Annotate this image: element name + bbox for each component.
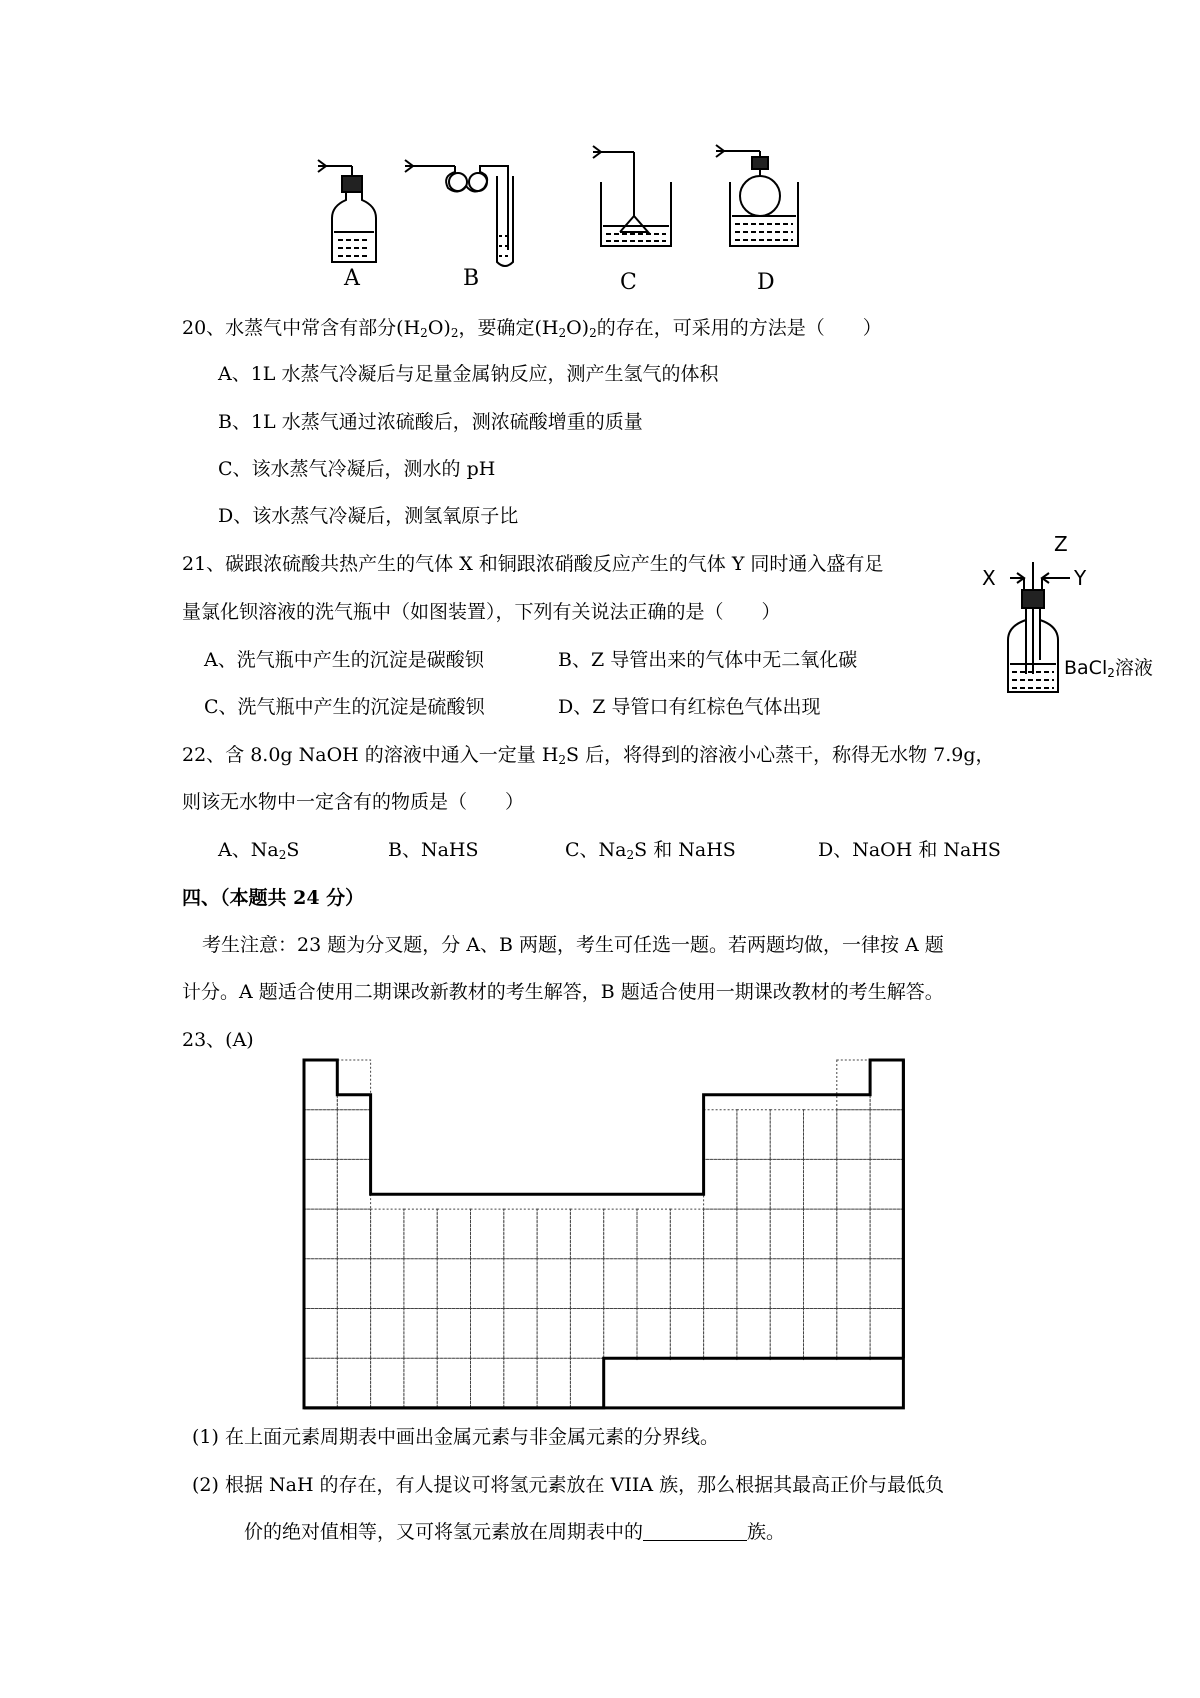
periodic-table-cell [570,1309,603,1359]
apparatus-label-c: C [620,270,637,295]
periodic-table-empty-region [606,1360,906,1414]
periodic-table-cell [870,1060,903,1110]
periodic-table-cell [704,1209,737,1259]
q23-sub2-line1: (2) 根据 NaH 的存在，有人提议可将氢元素放在 VIIA 族，那么根据其最高正价与最低负 [192,1474,945,1496]
periodic-table-cell [504,1309,537,1359]
periodic-table-cell [704,1358,737,1408]
periodic-table-cell [770,1309,803,1359]
periodic-table-cell [804,1159,837,1209]
periodic-table-cell [837,1110,870,1160]
periodic-table-cell [670,1259,703,1309]
periodic-table-cell [870,1209,903,1259]
q20-option-a: A、1L 水蒸气冷凝后与足量金属钠反应，测产生氢气的体积 [218,363,719,385]
periodic-table-cell [504,1209,537,1259]
q23-label: 23、(A) [182,1029,254,1051]
q21-option-b: B、Z 导管出来的气体中无二氧化碳 [558,649,858,671]
periodic-table-cell [737,1209,770,1259]
periodic-table-cell [604,1358,637,1408]
periodic-table-cell [837,1259,870,1309]
periodic-table-cell [737,1259,770,1309]
q22-option-a: A、$Na_2S$ [218,839,300,862]
periodic-table-cell [870,1358,903,1408]
periodic-table-cell [770,1209,803,1259]
periodic-table-cell [804,1309,837,1359]
periodic-table-cell [570,1259,603,1309]
periodic-table-cell [637,1358,670,1408]
periodic-table-cell [804,1110,837,1160]
periodic-table-border [304,1060,903,1408]
q21-option-c: C、洗气瓶中产生的沉淀是硫酸钡 [204,696,485,718]
q21-figure-solution-label: BaCl$_2$溶液 [1064,657,1153,680]
periodic-table-cell [704,1309,737,1359]
periodic-table-cell [870,1159,903,1209]
periodic-table-cell [537,1209,570,1259]
q22-option-c: C、$Na_2S$ 和 NaHS [565,839,736,862]
periodic-table-cell [304,1309,337,1359]
q22-stem-line2: 则该无水物中一定含有的物质是（ ） [182,791,525,813]
periodic-table-cell [670,1209,703,1259]
periodic-table-cell [304,1110,337,1160]
periodic-table-cell [670,1309,703,1359]
section-4-title: 四、（本题共 24 分） [182,887,365,909]
periodic-table-cell [371,1209,404,1259]
periodic-table-cell [770,1110,803,1160]
periodic-table-cell [337,1060,370,1110]
periodic-table-cell [837,1159,870,1209]
periodic-table-cell [537,1259,570,1309]
periodic-table-cell [737,1358,770,1408]
periodic-table-cell [837,1358,870,1408]
periodic-table-cell [870,1259,903,1309]
periodic-table-cell [604,1209,637,1259]
apparatus-b-drawing [405,160,513,266]
section-4-note-line1: 考生注意：23 题为分叉题，分 A、B 两题，考生可任选一题。若两题均做，一律按 A 题 [202,934,944,956]
periodic-table-cell [437,1259,470,1309]
periodic-table-cell [770,1259,803,1309]
periodic-table-cell [437,1309,470,1359]
section-4-note-line2: 计分。A 题适合使用二期课改新教材的考生解答，B 题适合使用一期课改教材的考生解答。 [182,981,944,1003]
q23-sub2-line2: 价的绝对值相等，又可将氢元素放在周期表中的 族。 [244,1521,786,1543]
apparatus-c-drawing [593,146,671,246]
q21-stem-line1: 21、碳跟浓硫酸共热产生的气体 X 和铜跟浓硝酸反应产生的气体 Y 同时通入盛有足 [182,553,884,575]
periodic-table-cell [770,1358,803,1408]
q21-figure-label-x: X [982,566,996,590]
periodic-table-cell [637,1209,670,1259]
periodic-table-cell [504,1358,537,1408]
periodic-table-cell [837,1209,870,1259]
q21-figure-label-z: Z [1054,532,1068,556]
periodic-table-cell [337,1309,370,1359]
periodic-table-cell [337,1159,370,1209]
periodic-table-cell [637,1309,670,1359]
q22-option-b: B、NaHS [388,839,479,861]
apparatus-label-d: D [757,270,775,295]
q22-stem-line1: 22、含 8.0g NaOH 的溶液中通入一定量 $H_2S$ 后，将得到的溶液小心蒸干，称得无水物 7.9g， [182,744,995,767]
apparatus-figure [0,0,1200,300]
periodic-table-cell [404,1259,437,1309]
periodic-table-cell [437,1209,470,1259]
apparatus-label-b: B [463,266,480,291]
q20-stem: 20、水蒸气中常含有部分$(H_2O)_2$，要确定$(H_2O)_2$的存在，可采用的方法是（ ） [182,317,882,340]
periodic-table-cell [704,1259,737,1309]
periodic-table-cell [670,1358,703,1408]
periodic-table-cell [737,1159,770,1209]
periodic-table-cell [304,1159,337,1209]
periodic-table-cell [604,1309,637,1359]
periodic-table-bottom-step [304,1358,903,1408]
periodic-table-cell [737,1309,770,1359]
periodic-table-cell [737,1110,770,1160]
q22-option-d: D、NaOH 和 NaHS [818,839,1001,861]
periodic-table-cell [804,1259,837,1309]
q20-option-c: C、该水蒸气冷凝后，测水的 pH [218,458,496,480]
periodic-table-cell [704,1159,737,1209]
periodic-table-cell [504,1259,537,1309]
periodic-table-cell [537,1309,570,1359]
periodic-table-cell [770,1159,803,1209]
periodic-table-cell [870,1110,903,1160]
q23-sub1: (1) 在上面元素周期表中画出金属元素与非金属元素的分界线。 [192,1426,719,1448]
periodic-table-cell [371,1259,404,1309]
periodic-table-cell [404,1209,437,1259]
periodic-table-cell [570,1209,603,1259]
periodic-table-cell [371,1358,404,1408]
periodic-table-cell [304,1358,337,1408]
periodic-table-cell [471,1358,504,1408]
q21-option-a: A、洗气瓶中产生的沉淀是碳酸钡 [204,649,484,671]
periodic-table-cell [704,1110,737,1160]
periodic-table-cell [437,1358,470,1408]
apparatus-a-drawing [318,160,376,262]
answer-blank[interactable] [643,1522,747,1541]
q20-option-b: B、1L 水蒸气通过浓硫酸后，测浓硫酸增重的质量 [218,411,643,433]
periodic-table-cell [337,1259,370,1309]
periodic-table-cell [337,1358,370,1408]
periodic-table-cell [804,1358,837,1408]
q21-stem-line2: 量氯化钡溶液的洗气瓶中（如图装置），下列有关说法正确的是（ ） [182,601,781,623]
q20-option-d: D、该水蒸气冷凝后，测氢氧原子比 [218,505,519,527]
periodic-table-cell [337,1209,370,1259]
periodic-table-cell [404,1309,437,1359]
periodic-table-cell [471,1209,504,1259]
apparatus-d-drawing [716,145,798,246]
q21-option-d: D、Z 导管口有红棕色气体出现 [558,696,821,718]
periodic-table-cell [804,1209,837,1259]
periodic-table-cell [337,1110,370,1160]
periodic-table-cell [570,1358,603,1408]
q21-figure-label-y: Y [1074,566,1087,590]
periodic-table-cell [304,1209,337,1259]
periodic-table-cell [537,1358,570,1408]
periodic-table-cell [837,1060,870,1110]
periodic-table-cell [471,1259,504,1309]
periodic-table-cell [870,1309,903,1359]
periodic-table-cell [371,1309,404,1359]
apparatus-label-a: A [344,266,360,291]
periodic-table-cell [404,1358,437,1408]
periodic-table-cell [637,1259,670,1309]
periodic-table-cell [471,1309,504,1359]
periodic-table-cell [604,1259,637,1309]
periodic-table-cell [837,1309,870,1359]
periodic-table-cell [304,1259,337,1309]
periodic-table-cell [304,1060,337,1110]
